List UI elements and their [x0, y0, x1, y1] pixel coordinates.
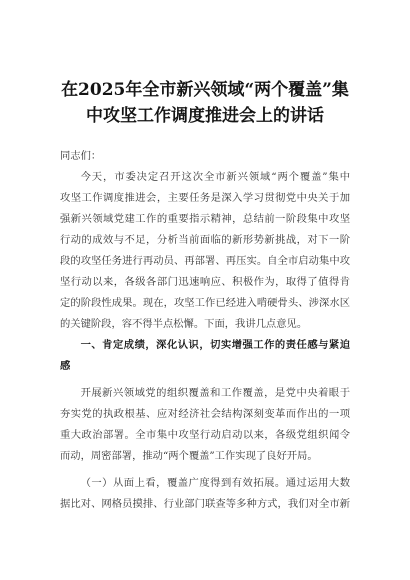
paragraph-line: 今天，市委决定召开这次全市新兴领域“两个覆盖”集中	[80, 171, 350, 183]
heading-line: 感	[60, 360, 71, 372]
paragraph-line: 行动的成效与不足，分析当前面临的新形势新挑战，对下一阶	[60, 234, 350, 246]
paragraph-line: 重大政治部署。全市集中攻坚行动启动以来，各级党组织闻令	[60, 429, 350, 441]
document-body	[60, 146, 350, 515]
title-line: 中攻坚工作调度推进会上的讲话	[86, 106, 324, 126]
paragraph-line: 而动，周密部署，推动“两个覆盖”工作实现了良好开局。	[60, 450, 318, 462]
paragraph-line: 据比对、网格员摸排、行业部门联查等多种方式，我们对全市新	[60, 498, 350, 510]
section-1-paragraph	[60, 383, 350, 467]
opening-paragraph	[60, 167, 350, 335]
salutation: 同志们：	[60, 150, 102, 162]
paragraph-line: 的关键阶段，容不得半点松懈。下面，我讲几点意见。	[60, 318, 308, 330]
paragraph-line: 强新兴领域党建工作的重要指示精神，总结前一阶段集中攻坚	[60, 213, 350, 225]
paragraph-line: 段的攻坚任务进行再动员、再部署、再压实。自全市启动集中攻	[60, 255, 350, 267]
paragraph-line: 坚行动以来，各级各部门迅速响应、积极作为，取得了值得肯	[60, 276, 350, 288]
heading-line: 一、肯定成绩，深化认识，切实增强工作的责任感与紧迫	[80, 339, 350, 351]
document-title	[0, 77, 410, 129]
paragraph-line: 攻坚工作调度推进会，主要任务是深入学习贯彻党中央关于加	[60, 192, 350, 204]
paragraph-line: 开展新兴领域党的组织覆盖和工作覆盖，是党中央着眼于	[80, 387, 350, 399]
title-line: 在2025年全市新兴领域“两个覆盖”集	[61, 80, 349, 100]
paragraph-line: （一）从面上看，覆盖广度得到有效拓展。通过运用大数	[80, 477, 350, 489]
section-1-heading	[60, 335, 350, 377]
subsection-1-paragraph	[60, 473, 350, 515]
paragraph-line: 夯实党的执政根基、应对经济社会结构深刻变革而作出的一项	[60, 408, 350, 420]
paragraph-line: 定的阶段性成果。现在，攻坚工作已经进入啃硬骨头、涉深水区	[60, 297, 350, 309]
